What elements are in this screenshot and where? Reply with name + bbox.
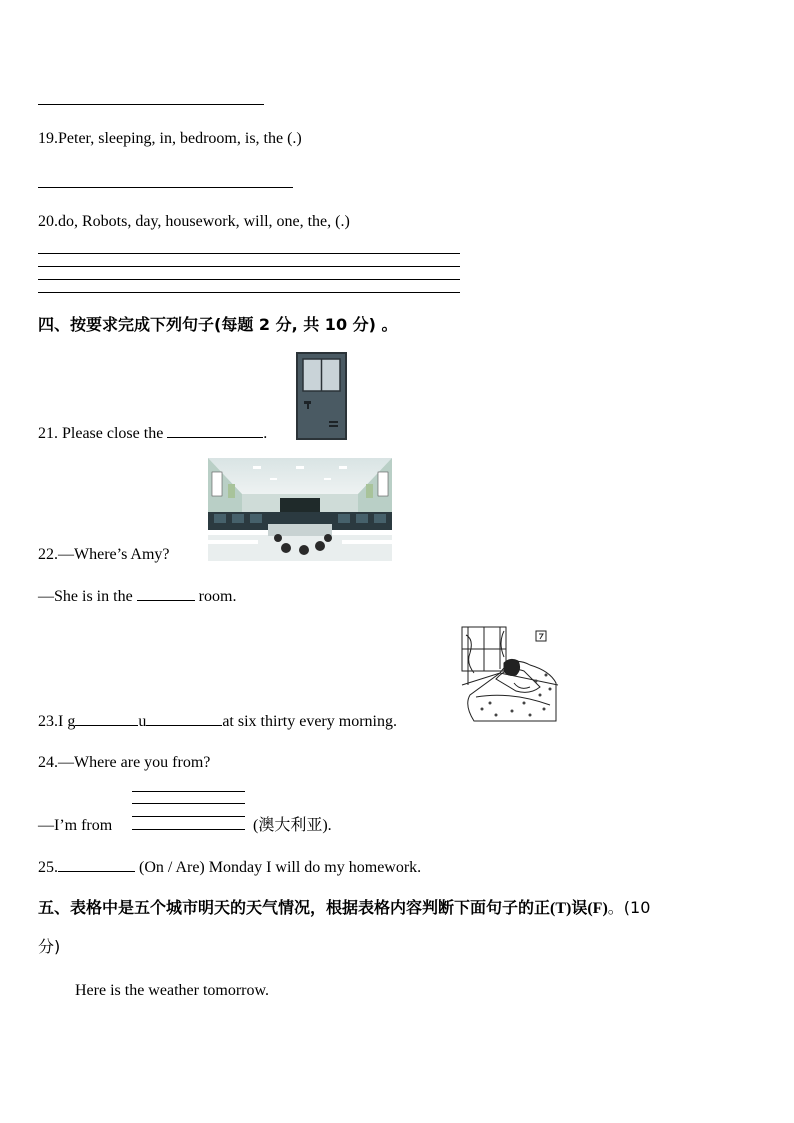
question-19: 19.Peter, sleeping, in, bedroom, is, the (.) xyxy=(38,130,302,147)
question-21-suffix: . xyxy=(263,425,268,442)
question-25-text: (On / Are) Monday I will do my homework. xyxy=(139,859,422,876)
question-25-number: 25. xyxy=(38,859,58,876)
answer-blank-22[interactable] xyxy=(137,586,195,601)
answer-line-24d[interactable] xyxy=(132,829,245,830)
answer-blank-21[interactable] xyxy=(167,423,263,438)
question-24: 24.—Where are you from? xyxy=(38,754,211,771)
answer-line-18 xyxy=(38,104,264,105)
question-23-part1: 23.I g xyxy=(38,713,76,730)
section-5-heading-part1: 五、表格中是五个城市明天的天气情况，根据表格内容判断下面句子的正 xyxy=(38,898,551,917)
answer-blank-23b[interactable] xyxy=(146,711,222,726)
answer-line-20c xyxy=(38,279,460,280)
question-22-answer xyxy=(38,586,236,607)
question-23-part2: u xyxy=(138,713,147,730)
answer-line-19 xyxy=(38,187,293,188)
question-24-answer-prefix: —I’m from xyxy=(38,817,113,834)
question-23 xyxy=(38,711,397,732)
boy-waking-up-picture xyxy=(460,625,559,727)
answer-line-24b xyxy=(132,803,245,804)
answer-line-20a xyxy=(38,253,460,254)
section-5-tf: (T)误(F) xyxy=(550,900,608,917)
question-22-answer-prefix: —She is in the xyxy=(38,588,133,605)
door-icon xyxy=(296,352,347,440)
computer-room-picture xyxy=(208,458,392,561)
question-24-hint: (澳大利亚). xyxy=(253,817,332,834)
section-5-heading-line2: 分) xyxy=(38,937,61,956)
question-20: 20.do, Robots, day, housework, will, one, the, (.) xyxy=(38,213,350,230)
question-21-text: 21. Please close the xyxy=(38,425,164,442)
question-22: 22.—Where’s Amy? xyxy=(38,546,170,563)
answer-blank-23a[interactable] xyxy=(75,711,138,726)
section-5-heading-part2: 。(10 xyxy=(607,898,651,917)
answer-blank-25[interactable] xyxy=(58,857,135,872)
question-22-answer-suffix: room. xyxy=(198,588,237,605)
section-4-heading: 四、按要求完成下列句子(每题 2 分, 共 10 分) 。 xyxy=(38,315,398,334)
question-23-part3: at six thirty every morning. xyxy=(222,713,397,730)
answer-line-24c xyxy=(132,816,245,817)
question-25 xyxy=(38,857,421,878)
answer-line-20d xyxy=(38,292,460,293)
section-5-intro: Here is the weather tomorrow. xyxy=(75,982,269,999)
section-5-heading xyxy=(38,898,650,919)
question-21 xyxy=(38,423,267,444)
answer-line-20b xyxy=(38,266,460,267)
answer-line-24a xyxy=(132,791,245,792)
